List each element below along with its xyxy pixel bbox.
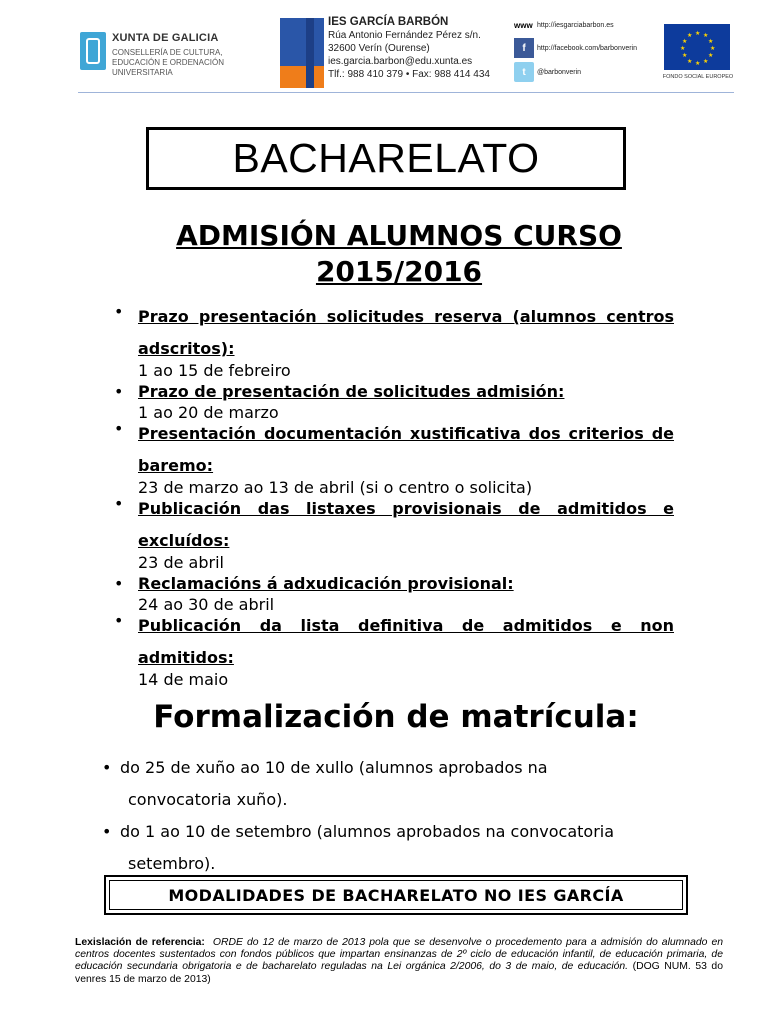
deadline-heading: Publicación da lista definitiva de admitidos e non admitidos: [138, 616, 674, 667]
header-divider [78, 92, 734, 93]
deadline-date: 14 de maio [138, 670, 229, 689]
xunta-department: CONSELLERÍA DE CULTURA, EDUCACIÓN E ORDENACIÓN UNIVERSITARIA [112, 48, 225, 77]
enrolment-heading: Formalización de matrícula: [153, 699, 639, 735]
bullet-icon: • [114, 574, 124, 593]
twitter-handle: @barbonverin [537, 68, 582, 76]
letterhead [0, 0, 768, 96]
facebook-icon: f [514, 38, 534, 58]
bullet-icon: • [114, 302, 124, 321]
legislation-text: ORDE do 12 de marzo de 2013 pola que se desenvolve o procedemento para a admisión do alumnado en centros docentes sustentados con fondos públicos que impartan ensinanzas de 2º ciclo de educación infantil, de educación primaria, de educación secundaria obrigatoria e de bacharelato reguladas na Lei orgánica 2/2006, do 3 de maio, de educación. [75, 937, 723, 973]
deadline-date: 23 de abril [138, 553, 224, 572]
enrolment-period: do 25 de xuño ao 10 de xullo (alumnos aprobados na [120, 758, 548, 777]
social-links [514, 18, 654, 88]
school-name: IES GARCÍA BARBÓN [328, 16, 449, 28]
deadline-heading: Reclamacións á adxudicación provisional: [138, 574, 514, 593]
list-item [102, 752, 682, 816]
facebook-link[interactable] [514, 38, 637, 58]
legislation-note [75, 937, 723, 986]
school-phone: Tlf.: 988 410 379 • Fax: 988 414 434 [328, 69, 490, 80]
deadline-heading: Prazo presentación solicitudes reserva (alumnos centros adscritos): [138, 307, 674, 358]
school-address-line2: 32600 Verín (Ourense) [328, 43, 430, 54]
deadline-date: 24 ao 30 de abril [138, 595, 275, 614]
list-item [110, 301, 674, 381]
deadline-date: 23 de marzo ao 13 de abril (si o centro o solicita) [138, 478, 533, 497]
web-url: http://iesgarciabarbon.es [537, 21, 614, 29]
modalidades-heading: MODALIDADES DE BACHARELATO NO IES GARCÍA [109, 880, 683, 910]
eu-caption: FONDO SOCIAL EUROPEO [662, 74, 734, 80]
list-item [110, 381, 674, 423]
page-title: BACHARELATO [232, 135, 540, 181]
bullet-icon: • [114, 494, 124, 513]
subtitle-text: ADMISIÓN ALUMNOS CURSO 2015/2016 [176, 219, 622, 288]
facebook-url: http://facebook.com/barbonverin [537, 44, 638, 52]
twitter-icon: t [514, 62, 534, 82]
deadline-date: 1 ao 15 de febreiro [138, 361, 291, 380]
deadline-heading: Publicación das listaxes provisionais de admitidos e excluídos: [138, 499, 674, 550]
bullet-icon: • [102, 822, 112, 841]
bullet-icon: • [114, 382, 124, 401]
deadline-date: 1 ao 20 de marzo [138, 403, 279, 422]
deadline-heading: Presentación documentación xustificativa dos criterios de baremo: [138, 424, 674, 475]
xunta-name: XUNTA DE GALICIA [112, 32, 219, 44]
xunta-crest-icon [80, 32, 106, 70]
modalidades-box [104, 875, 688, 915]
bullet-icon: • [102, 758, 112, 777]
school-contact [328, 16, 490, 81]
enrolment-period: do 1 ao 10 de setembro (alumnos aprobados na convocatoria [120, 822, 615, 841]
legislation-label: Lexislación de referencia: [75, 937, 205, 948]
twitter-link[interactable] [514, 62, 581, 82]
title-box [146, 127, 626, 190]
legislation-reference: (DOG NUM. 53 do venres 15 de marzo de 2013) [75, 961, 723, 985]
subtitle [100, 218, 698, 290]
bullet-icon: • [114, 419, 124, 438]
school-address-line1: Rúa Antonio Fernández Pérez s/n. [328, 30, 481, 41]
enrolment-period-cont: convocatoria xuño). [128, 790, 288, 809]
deadline-list [110, 302, 674, 690]
ies-logo-icon [280, 18, 324, 88]
www-icon: www [514, 20, 533, 30]
deadline-heading: Prazo de presentación de solicitudes admisión: [138, 382, 565, 401]
list-item [110, 493, 674, 573]
bullet-icon: • [114, 611, 124, 630]
xunta-logo [80, 30, 270, 77]
list-item [110, 418, 674, 498]
list-item [110, 610, 674, 690]
list-item [102, 816, 682, 880]
eu-flag-icon: ★ ★ ★ ★ ★ ★ ★ ★ ★ ★ ★ ★ [664, 24, 730, 70]
school-email: ies.garcia.barbon@edu.xunta.es [328, 56, 473, 67]
enrolment-period-cont: setembro). [128, 854, 216, 873]
enrolment-list [102, 752, 682, 880]
web-link[interactable] [514, 20, 614, 30]
list-item [110, 573, 674, 615]
